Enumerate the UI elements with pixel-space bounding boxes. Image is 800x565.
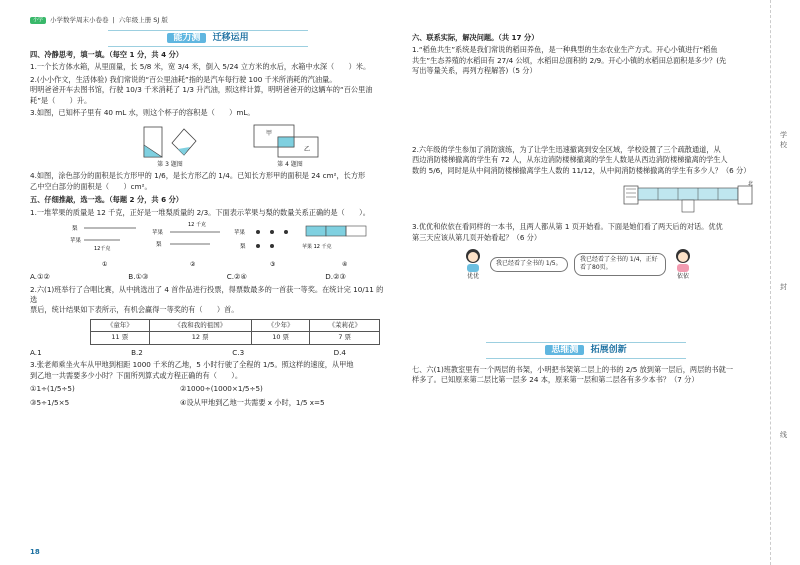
label-pear-1: 梨 — [72, 226, 78, 233]
dialog-row — [462, 247, 760, 282]
table-header: 《少年》 — [251, 319, 310, 331]
section-5-title: 五、仔细推敲，选一选。（每题 2 分，共 6 分） — [30, 195, 183, 205]
q4-4 — [30, 171, 386, 192]
q4-4-line2: 乙中空白部分的面积是（ ）cm²。 — [30, 181, 152, 191]
q4-2-line1: 2.(小小作文，生活体验) 我们常说的“百公里油耗”指的是汽车每行驶 100 千米所消耗的汽油量。 — [30, 74, 337, 84]
q4-2-line2: 明明爸爸开车去图书馆，行驶 10/3 千米消耗了 1/3 升汽油，照这样计算，明明爸爸开的这辆车的“百公里油 — [30, 85, 373, 95]
answer-space-6-3[interactable] — [412, 282, 760, 342]
quantity-diagrams — [70, 220, 370, 270]
ability-banner — [108, 30, 308, 47]
label-apple-2: 苹果 — [152, 230, 164, 237]
q6-2-line2: 西边消防楼梯撤离的学生有 72 人，从东边消防楼梯撤离的学生人数是从西边消防楼梯撤离的学生人 — [412, 155, 728, 165]
q4-2-line3: 耗”是（ ）升。 — [30, 95, 92, 105]
girl-icon — [462, 247, 484, 273]
thinking-banner — [486, 342, 686, 359]
gutter-label: 封 — [780, 283, 787, 291]
circle-3: ③ — [270, 261, 276, 269]
logo: 小学 — [30, 17, 46, 24]
circle-1: ① — [102, 261, 108, 269]
label-12kg-1: 12千克 — [94, 246, 111, 253]
q6-1-line2: 共生”生态养殖的水稻田有 27/4 公顷，水稻田总面积的 2/9。开心小镇的水稻田总面积是多少？(先 — [412, 55, 727, 65]
table-cell: 11 票 — [91, 332, 150, 344]
q5-1-option-d[interactable]: D.②③ — [325, 272, 346, 282]
right-page — [400, 0, 800, 565]
q5-2 — [30, 285, 386, 316]
q5-3-line2: 到乙地一共需要多少小时？下面所列算式或方程正确的有（ ）。 — [30, 370, 243, 380]
circle-2: ② — [190, 261, 196, 269]
q6-1 — [412, 45, 760, 76]
q5-1-options — [30, 272, 386, 282]
section-6-title: 六、联系实际，解决问题。（共 17 分） — [412, 33, 539, 42]
q5-3-option-3[interactable]: ③5÷1/5×5 — [30, 398, 70, 408]
cup-figure — [140, 123, 200, 161]
q5-1-option-c[interactable]: C.②④ — [226, 272, 247, 282]
vote-table — [90, 319, 380, 345]
q5-3-option-2[interactable]: ②1000÷(1000×1/5÷5) — [180, 384, 263, 394]
gutter-label: 学 — [780, 131, 787, 139]
q6-3 — [412, 222, 760, 243]
banner-tag: 思维测 — [545, 345, 584, 355]
q4-3: 3.如图，已知杯子里有 40 mL 水，则这个杯子的容积是（ ）mL。 — [30, 108, 255, 118]
q6-3-line2: 第三天应该从第几页开始看起？（6 分） — [412, 232, 542, 242]
table-cell: 12 票 — [149, 332, 251, 344]
figure-3-caption: 第 3 题图 — [157, 160, 183, 168]
table-header: 《我和我的祖国》 — [149, 319, 251, 331]
label-pear-3: 梨 — [240, 244, 246, 251]
q5-1-option-b[interactable]: B.①③ — [128, 272, 149, 282]
page-header: 小学 小学数学周末小卷卷 | 六年级上册 SJ 版 — [30, 16, 168, 25]
q7-line1: 七、六(1)班教室里有一个两层的书架，小明把书架第二层上的书的 2/5 放到第一层后，两层的书就一 — [412, 364, 734, 374]
figure-3 — [140, 123, 200, 170]
table-header: 《童年》 — [91, 319, 150, 331]
figure-4-yi: 乙 — [304, 145, 311, 153]
figures-3-4 — [140, 121, 386, 170]
q5-3-option-1[interactable]: ①1÷(1/5÷5) — [30, 384, 75, 394]
figure-4 — [250, 121, 330, 170]
header-title: 小学数学周末小卷卷 — [50, 16, 109, 24]
q5-3-option-4[interactable]: ④设从甲地到乙地一共需要 x 小时，1/5 x=5 — [180, 398, 325, 408]
q6-2 — [412, 145, 760, 176]
table-cell: 10 票 — [251, 332, 310, 344]
rectangles-figure — [250, 121, 330, 161]
kid-yiyi — [672, 247, 694, 282]
girl-icon — [672, 247, 694, 273]
label-apple-12kg: 苹果 12 千克 — [302, 244, 332, 251]
north-label: 北 — [748, 181, 754, 188]
table-header: 《茉莉花》 — [310, 319, 380, 331]
answer-space-6-1[interactable] — [412, 79, 760, 143]
figure-4-caption: 第 4 题图 — [277, 160, 303, 168]
label-12kg-2: 12 千克 — [188, 222, 206, 229]
q5-2-option-c[interactable]: C.3 — [232, 347, 245, 357]
figure-4-jia: 甲 — [266, 129, 273, 137]
q7-line2: 样多了。已知原来第二层比第一层多 24 本，原来第一层和第二层各有多少本书？（7 分） — [412, 375, 699, 385]
circle-4: ④ — [342, 261, 348, 269]
q4-4-line1: 4.如图，涂色部分的面积是长方形甲的 1/6，是长方形乙的 1/4。已知长方形甲的面积是 24 cm²，长方形 — [30, 171, 366, 181]
q5-3 — [30, 360, 386, 381]
q5-1-option-a[interactable]: A.①② — [30, 272, 50, 282]
page-number: 18 — [30, 547, 40, 556]
q5-2-line1: 2.六(1)班举行了合唱比赛，从中挑选出了 4 首作品进行投票，得票数最多的一首获一等奖。在统计完 10/11 的选 — [30, 284, 384, 304]
gutter-label: 线 — [780, 431, 787, 439]
q5-2-option-b[interactable]: B.2 — [131, 347, 143, 357]
q5-2-line2: 票后，统计结果如下表所示，有机会赢得一等奖的有（ ）首。 — [30, 305, 239, 315]
q6-2-line3: 数的 5/6，同时是从中间消防楼梯撤离学生人数的 11/12，从中间消防楼梯撤离的学生有多少人？（6 分） — [412, 165, 751, 175]
label-apple-3: 苹果 — [234, 230, 246, 237]
q5-1: 1.一堆苹果的质量是 12 千克，正好是一堆梨质量的 2/3。下面表示苹果与梨的数量关系正确的是（ ）。 — [30, 207, 370, 217]
section-4-title: 四、冷静思考，填一填。（每空 1 分，共 4 分） — [30, 50, 183, 60]
q5-2-options — [30, 348, 386, 358]
q6-1-line1: 1.“稻鱼共生”系统是我们常说的稻田养鱼，是一种典型的生态农业生产方式。开心小镇进行“稻鱼 — [412, 45, 718, 55]
q7 — [412, 365, 760, 386]
binding-gutter — [770, 0, 771, 565]
q5-1-figures — [70, 220, 386, 270]
bubble-yiyi: 我已经看了全书的 1/4，正好看了80页。 — [574, 253, 666, 276]
q5-3-options — [30, 384, 330, 409]
banner-title: 迁移运用 — [212, 33, 249, 43]
kid-youyou — [462, 247, 484, 282]
header-grade: 六年级上册 SJ 版 — [118, 16, 168, 24]
floorplan-row — [412, 180, 760, 216]
table-cell: 7 票 — [310, 332, 380, 344]
bubble-youyou: 我已经看了全书的 1/5。 — [490, 257, 568, 272]
q4-2 — [30, 75, 386, 106]
q5-2-option-a[interactable]: A.1 — [30, 347, 42, 357]
kid-yiyi-name: 依依 — [676, 272, 689, 280]
banner-title: 拓展创新 — [590, 344, 627, 355]
q6-3-line1: 3.优优和依依在看同样的一本书，且两人都从第 1 页开始看。下面是她们看了两天后的对话。优优 — [412, 222, 723, 232]
q6-2-line1: 2.六年级的学生参加了消防演练，为了让学生迅速撤离到安全区域，学校设置了三个疏散通道，从 — [412, 144, 721, 154]
q4-1: 1.一个长方体水箱，从里面量，长 5/8 米，宽 3/4 米，倒入 5/24 立方米的水后，水箱中水深（ ）米。 — [30, 62, 371, 72]
kid-youyou-name: 优优 — [466, 272, 479, 280]
q5-3-line1: 3.张老师乘坐火车从甲地到相距 1000 千米的乙地，5 小时行驶了全程的 1/5。照这样的速度，从甲地 — [30, 360, 354, 370]
q5-2-option-d[interactable]: D.4 — [333, 347, 346, 357]
label-pear-2: 梨 — [156, 242, 162, 249]
q6-1-line3: 写出等量关系，再列方程解答)（5 分） — [412, 66, 537, 76]
banner-tag: 能力测 — [167, 33, 206, 43]
label-apple-1: 苹果 — [70, 238, 82, 245]
gutter-label: 校 — [780, 141, 787, 149]
floorplan-figure — [620, 180, 760, 216]
